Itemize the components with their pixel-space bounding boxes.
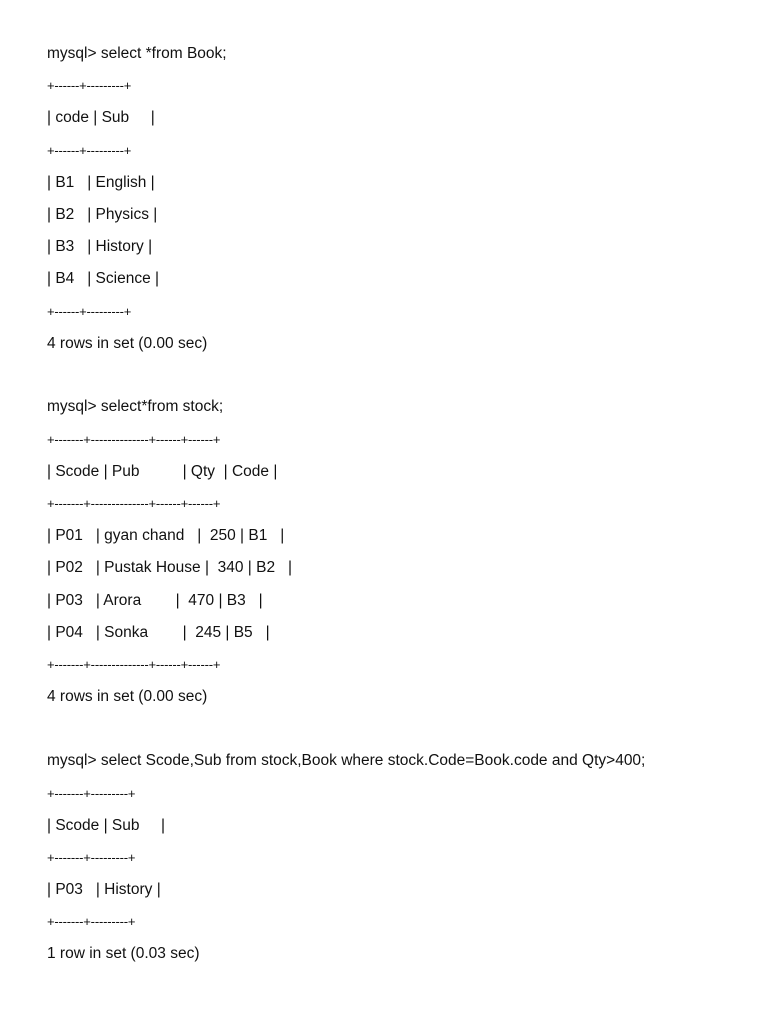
table-border-line: +-------+--------------+------+------+ — [47, 657, 221, 672]
table-row: | P03 | Arora | 470 | B3 | — [47, 592, 263, 609]
table-border-line: +------+---------+ — [47, 143, 132, 158]
table-row: | P04 | Sonka | 245 | B5 | — [47, 624, 270, 641]
table-border-line: +------+---------+ — [47, 304, 132, 319]
table-border-line: +------+---------+ — [47, 78, 132, 93]
table-row: | P03 | History | — [47, 881, 161, 898]
table-border-line: +-------+---------+ — [47, 786, 136, 801]
table-header-line: | Scode | Pub | Qty | Code | — [47, 463, 278, 480]
query-line: mysql> select*from stock; — [47, 398, 224, 415]
result-summary: 1 row in set (0.03 sec) — [47, 945, 200, 962]
table-row: | B3 | History | — [47, 238, 153, 255]
table-header-line: | code | Sub | — [47, 109, 155, 126]
table-row: | P02 | Pustak House | 340 | B2 | — [47, 559, 293, 576]
table-border-line: +-------+--------------+------+------+ — [47, 432, 221, 447]
table-row: | P01 | gyan chand | 250 | B1 | — [47, 527, 285, 544]
result-summary: 4 rows in set (0.00 sec) — [47, 688, 208, 705]
table-row: | B4 | Science | — [47, 270, 160, 287]
table-row: | B2 | Physics | — [47, 206, 158, 223]
result-summary: 4 rows in set (0.00 sec) — [47, 335, 208, 352]
table-border-line: +-------+---------+ — [47, 850, 136, 865]
table-row: | B1 | English | — [47, 174, 155, 191]
query-line: mysql> select *from Book; — [47, 45, 227, 62]
table-header-line: | Scode | Sub | — [47, 817, 166, 834]
query-line: mysql> select Scode,Sub from stock,Book where stock.Code=Book.code and Qty>400; — [47, 752, 646, 769]
table-border-line: +-------+---------+ — [47, 914, 136, 929]
table-border-line: +-------+--------------+------+------+ — [47, 496, 221, 511]
